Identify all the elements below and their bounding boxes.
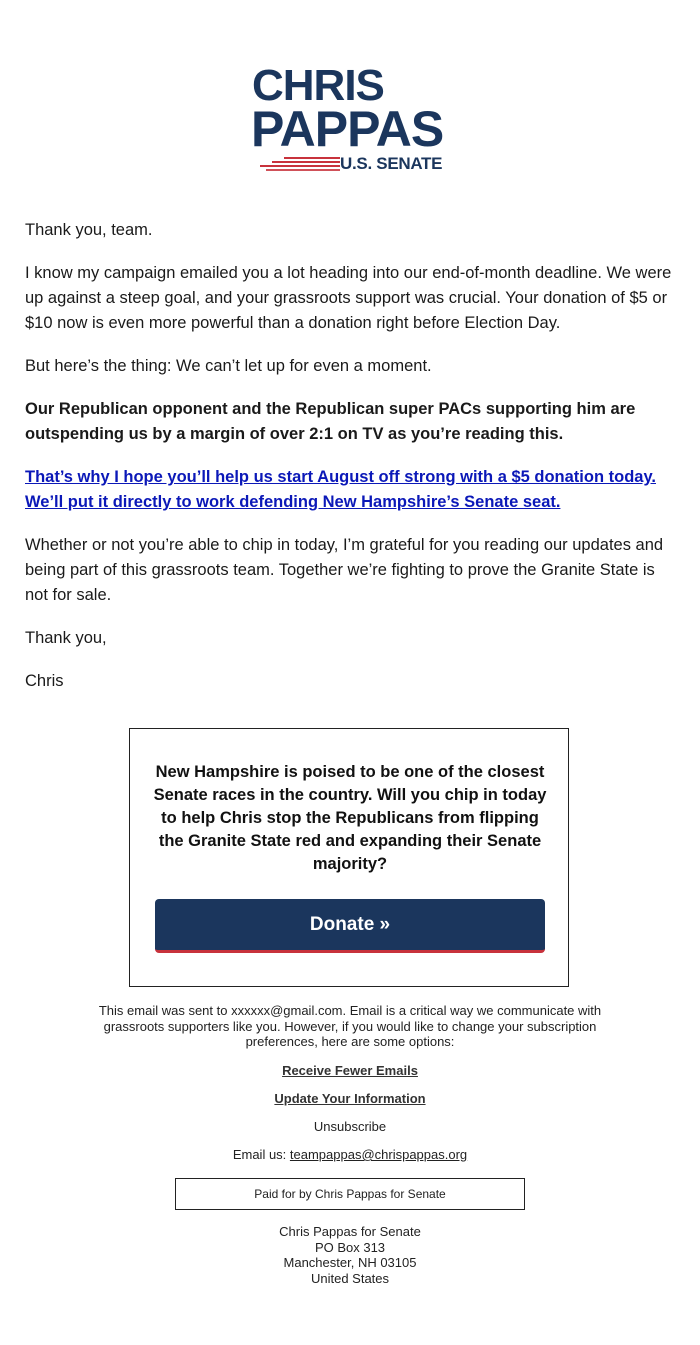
greeting: Thank you, team. (25, 221, 153, 239)
footer-notice: This email was sent to xxxxxx@gmail.com. Email is a critical way we communicate with grassroots supporters like you. However, if you would like to change your subscription preferences, here are some options: (98, 1003, 602, 1049)
update-info-row (0, 1091, 700, 1106)
body-paragraph-1: I know my campaign emailed you a lot heading into our end-of-month deadline. We were up against a steep goal, and your grassroots support was crucial. Your donation of $5 or $10 now is even more powerful than a donation right before Election Day. (25, 264, 672, 332)
logo-subtitle: U.S. SENATE (340, 154, 443, 173)
update-information-link[interactable]: Update Your Information (274, 1091, 426, 1106)
logo-stripes-icon (254, 156, 340, 174)
receive-fewer-emails-link[interactable]: Receive Fewer Emails (282, 1063, 418, 1078)
contact-email-link[interactable]: teampappas@chrispappas.org (289, 1147, 468, 1162)
email-us-row (0, 1147, 700, 1162)
donation-link[interactable]: That’s why I hope you’ll help us start August off strong with a $5 donation today. We’ll put it directly to work defending New Hampshire’s Senate seat. (25, 468, 656, 511)
address-city: Manchester, NH 03105 (283, 1255, 417, 1270)
body-paragraph-2: But here’s the thing: We can’t let up for even a moment. (25, 357, 432, 375)
unsubscribe-link[interactable]: Unsubscribe (313, 1119, 387, 1134)
cta-text: New Hampshire is poised to be one of the closest Senate races in the country. Will you chip in today to help Chris stop the Republicans from flipping the Granite State red and expanding their Senate majority? (153, 763, 547, 873)
receive-fewer-row (0, 1063, 700, 1078)
address-country: United States (310, 1270, 390, 1286)
paid-for-disclaimer: Paid for by Chris Pappas for Senate (175, 1178, 525, 1210)
logo-name-first: CHRIS (252, 61, 384, 110)
donation-link-paragraph (25, 465, 675, 515)
email-us-label: Email us: (232, 1147, 290, 1162)
signature: Chris (25, 672, 64, 690)
donate-button[interactable]: Donate » (155, 899, 545, 953)
body-paragraph-bold: Our Republican opponent and the Republican super PACs supporting him are outspending us by a margin of over 2:1 on TV as you’re reading this. (25, 400, 636, 443)
campaign-logo (0, 0, 700, 200)
address-name: Chris Pappas for Senate (279, 1224, 421, 1239)
donation-cta-box (129, 728, 569, 987)
mailing-address (0, 1224, 700, 1286)
logo-name-last: PAPPAS (251, 101, 444, 157)
address-po-box: PO Box 313 (314, 1239, 386, 1255)
body-paragraph-4: Whether or not you’re able to chip in today, I’m grateful for you reading our updates and being part of this grassroots team. Together we’re fighting to prove the Granite State is not for sale. (25, 536, 664, 604)
closing: Thank you, (25, 629, 107, 647)
